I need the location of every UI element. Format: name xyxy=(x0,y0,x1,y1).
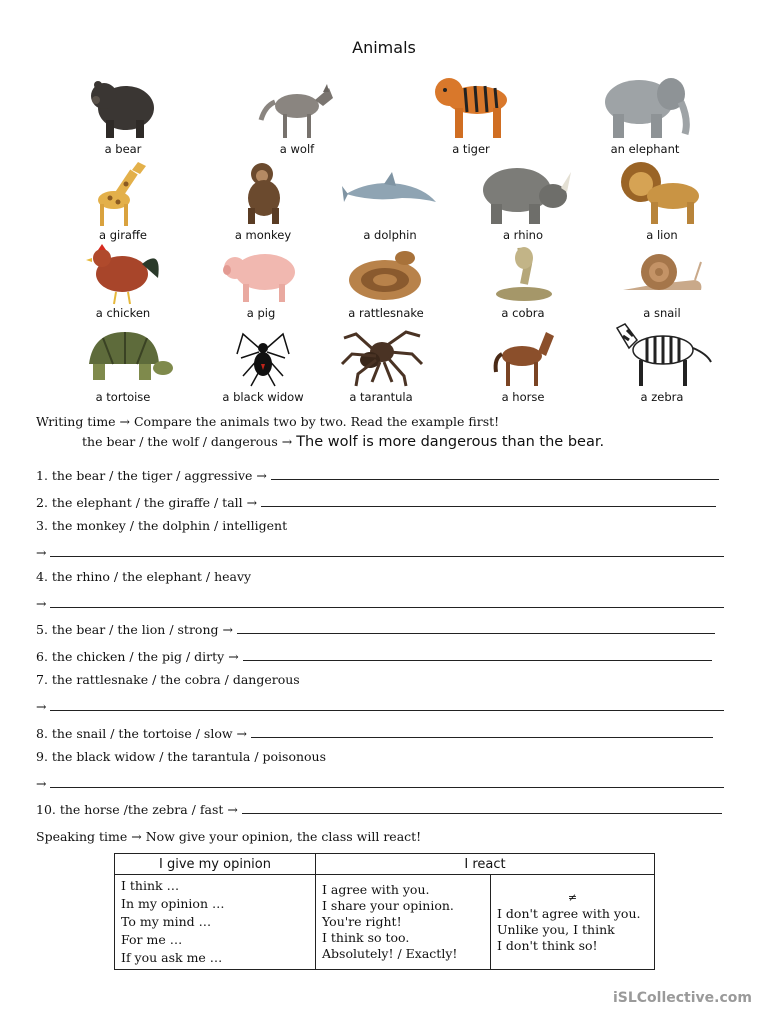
animal-card-black-widow xyxy=(198,324,328,404)
tarantula-icon xyxy=(336,324,426,390)
animal-card-tortoise xyxy=(58,324,188,404)
tiger-icon xyxy=(429,70,513,142)
disagree-phrase: I don't think so! xyxy=(497,938,598,953)
agree-phrase: I agree with you. xyxy=(322,882,430,897)
exercise-9-answer xyxy=(36,775,724,792)
arrow: → xyxy=(36,776,47,791)
animal-caption: a lion xyxy=(646,228,678,242)
animal-card-zebra xyxy=(597,318,727,404)
answer-line[interactable] xyxy=(237,621,715,634)
page-title: Animals xyxy=(352,38,416,57)
exercise-prompt: 5. the bear / the lion / strong → xyxy=(36,622,233,637)
exercise-9 xyxy=(36,749,326,765)
opinion-phrase: I think … xyxy=(121,878,180,893)
opinion-cell xyxy=(115,875,316,970)
exercise-prompt: 4. the rhino / the elephant / heavy xyxy=(36,569,252,584)
exercise-3-answer xyxy=(36,544,724,561)
exercise-4 xyxy=(36,569,251,585)
answer-line[interactable] xyxy=(251,725,713,738)
animal-caption: a dolphin xyxy=(363,228,417,242)
exercise-prompt: 10. the horse /the zebra / fast → xyxy=(36,802,238,817)
opinion-header: I give my opinion xyxy=(115,854,316,875)
animal-card-tarantula xyxy=(316,324,446,404)
black-widow-icon xyxy=(233,324,293,390)
animal-caption: a pig xyxy=(246,306,276,320)
animal-card-dolphin xyxy=(325,158,455,242)
exercise-prompt: 2. the elephant / the giraffe / tall → xyxy=(36,495,258,510)
example-prompt: the bear / the wolf / dangerous → xyxy=(82,434,293,449)
animal-caption: a wolf xyxy=(279,142,315,156)
snail-icon xyxy=(617,244,707,306)
animal-card-pig xyxy=(196,244,326,320)
zebra-icon xyxy=(607,318,717,390)
answer-line[interactable] xyxy=(242,801,722,814)
animal-card-giraffe xyxy=(58,158,188,242)
animal-caption: an elephant xyxy=(610,142,680,156)
react-header: I react xyxy=(316,854,655,875)
animal-card-cobra xyxy=(458,244,588,320)
animal-caption: a snail xyxy=(643,306,681,320)
rhino-icon xyxy=(473,158,573,228)
exercise-prompt: 3. the monkey / the dolphin / intelligent xyxy=(36,518,288,533)
animal-card-chicken xyxy=(58,244,188,320)
exercise-10 xyxy=(36,801,722,818)
lion-icon xyxy=(617,158,707,228)
animal-card-wolf xyxy=(232,70,362,156)
disagree-phrase: I don't agree with you. xyxy=(497,906,641,921)
agree-phrase: You're right! xyxy=(322,914,402,929)
animal-caption: a tarantula xyxy=(349,390,413,404)
exercise-prompt: 7. the rattlesnake / the cobra / dangerous xyxy=(36,672,300,687)
agree-phrase: I share your opinion. xyxy=(322,898,454,913)
animal-caption: a giraffe xyxy=(99,228,147,242)
answer-line[interactable] xyxy=(50,544,724,557)
opinion-phrase: For me … xyxy=(121,932,183,947)
exercise-prompt: 1. the bear / the tiger / aggressive → xyxy=(36,468,267,483)
monkey-icon xyxy=(228,158,298,228)
opinion-phrase: To my mind … xyxy=(121,914,212,929)
animal-card-bear xyxy=(58,70,188,156)
agree-cell xyxy=(316,875,491,970)
arrow: → xyxy=(36,596,47,611)
disagree-phrase: Unlike you, I think xyxy=(497,922,615,937)
animal-card-lion xyxy=(597,158,727,242)
exercise-1 xyxy=(36,467,719,484)
exercise-4-answer xyxy=(36,595,724,612)
animal-card-rattlesnake xyxy=(321,244,451,320)
wolf-icon xyxy=(257,70,337,142)
watermark-logo: iSLCollective.com xyxy=(612,990,752,1006)
animal-caption: a tiger xyxy=(452,142,490,156)
opinion-phrase: In my opinion … xyxy=(121,896,225,911)
speaking-instruction: Speaking time → Now give your opinion, the class will react! xyxy=(36,829,422,844)
animal-caption: a monkey xyxy=(234,228,292,242)
rattlesnake-icon xyxy=(341,244,431,306)
animal-caption: a rhino xyxy=(502,228,544,242)
not-equal-symbol: ≠ xyxy=(567,891,578,904)
exercise-2 xyxy=(36,494,716,511)
exercise-3 xyxy=(36,518,287,534)
animal-card-rhino xyxy=(458,158,588,242)
exercise-7 xyxy=(36,672,300,688)
agree-phrase: I think so too. xyxy=(322,930,410,945)
elephant-icon xyxy=(595,70,695,142)
example-answer: The wolf is more dangerous than the bear. xyxy=(296,434,605,450)
answer-line[interactable] xyxy=(50,698,724,711)
writing-instruction: Writing time → Compare the animals two by two. Read the example first! xyxy=(36,414,500,429)
dolphin-icon xyxy=(340,158,440,228)
answer-line[interactable] xyxy=(271,467,719,480)
animal-card-tiger xyxy=(406,70,536,156)
animal-caption: a horse xyxy=(501,390,545,404)
answer-line[interactable] xyxy=(50,775,724,788)
example-line xyxy=(82,434,604,450)
chicken-icon xyxy=(78,244,168,306)
animal-caption: a cobra xyxy=(501,306,545,320)
animal-caption: a zebra xyxy=(640,390,684,404)
animal-caption: a bear xyxy=(104,142,142,156)
animal-caption: a chicken xyxy=(95,306,151,320)
exercise-prompt: 6. the chicken / the pig / dirty → xyxy=(36,649,239,664)
exercise-5 xyxy=(36,621,715,638)
cobra-icon xyxy=(488,244,558,306)
opinion-phrase: If you ask me … xyxy=(121,950,223,965)
tortoise-icon xyxy=(73,324,173,390)
answer-line[interactable] xyxy=(50,595,724,608)
exercise-prompt: 9. the black widow / the tarantula / poisonous xyxy=(36,749,327,764)
opinion-table xyxy=(114,853,655,970)
giraffe-icon xyxy=(88,158,158,228)
animal-caption: a tortoise xyxy=(95,390,151,404)
arrow: → xyxy=(36,699,47,714)
answer-line[interactable] xyxy=(243,648,712,661)
animal-card-horse xyxy=(458,324,588,404)
exercise-prompt: 8. the snail / the tortoise / slow → xyxy=(36,726,247,741)
animal-caption: a black widow xyxy=(222,390,304,404)
animal-card-snail xyxy=(597,244,727,320)
agree-phrase: Absolutely! / Exactly! xyxy=(322,946,458,961)
exercise-7-answer xyxy=(36,698,724,715)
bear-icon xyxy=(88,70,158,142)
answer-line[interactable] xyxy=(261,494,716,507)
animal-card-monkey xyxy=(198,158,328,242)
pig-icon xyxy=(221,244,301,306)
disagree-cell xyxy=(491,875,655,970)
horse-icon xyxy=(488,324,558,390)
exercise-6 xyxy=(36,648,712,665)
arrow: → xyxy=(36,545,47,560)
exercise-8 xyxy=(36,725,713,742)
animal-caption: a rattlesnake xyxy=(348,306,424,320)
animal-card-elephant xyxy=(580,70,710,156)
